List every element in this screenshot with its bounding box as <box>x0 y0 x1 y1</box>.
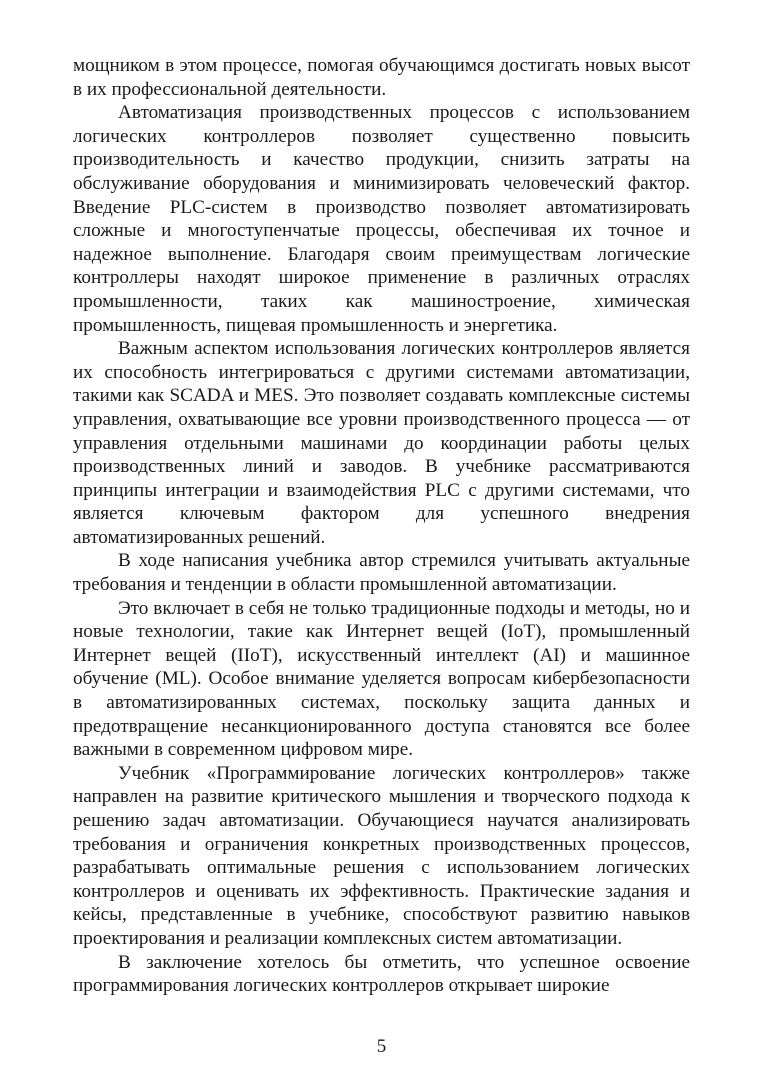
paragraph-automation: Автоматизация производственных процессов с использованием логических контроллеров позволяет существенно повысить производительность и качество продукции, снизить затраты на обслуживание оборудования и минимизировать человеческий фактор. Введение PLC-систем в производство позволяет автоматизировать сложные и многоступенчатые процессы, обеспечивая их точное и надежное выполнение. Благодаря своим преимуществам логические контроллеры находят широкое применение в различных отраслях промышленности, таких как машиностроение, химическая промышленность, пищевая промышленность и энергетика. <box>73 102 690 336</box>
paragraph-technologies: Это включает в себя не только традиционные подходы и методы, но и новые технологии, такие как Интернет вещей (IoT), промышленный Интернет вещей (IIoT), искусственный интеллект (AI) и машинное обучение (ML). Особое внимание уделяется вопросам кибербезопасности в автоматизированных системах, поскольку защита данных и предотвращение несанкционированного доступа становятся все более важными в современном цифровом мире. <box>73 597 690 761</box>
page-number: 5 <box>376 1036 387 1057</box>
body-text <box>73 54 690 998</box>
paragraph-continuation: мощником в этом процессе, помогая обучающимся достигать новых высот в их профессиональной деятельности. <box>73 55 690 100</box>
paragraph-textbook: Учебник «Программирование логических контроллеров» также направлен на развитие критического мышления и творческого подхода к решению задач автоматизации. Обучающиеся научатся анализировать требования и ограничения конкретных производственных процессов, разрабатывать оптимальные решения с использованием логических контроллеров и оценивать их эффективность. Практические задания и кейсы, представленные в учебнике, способствуют развитию навыков проектирования и реализации комплексных систем автоматизации. <box>73 762 690 949</box>
paragraph-trends: В ходе написания учебника автор стремился учитывать актуальные требования и тенденции в области промышленной автоматизации. <box>73 550 690 596</box>
paragraph-conclusion: В заключение хотелось бы отметить, что успешное освоение программирования логических контроллеров открывает широкие <box>73 951 690 997</box>
paragraph-integration: Важным аспектом использования логических контроллеров является их способность интегрироваться с другими системами автоматизации, такими как SCADA и MES. Это позволяет создавать комплексные системы управления, охватывающие все уровни производственного процесса — от управления отдельными машинами до координации работы целых производственных линий и заводов. В учебнике рассматриваются принципы интеграции и взаимодействия PLC с другими системами, что является ключевым фактором для успешного внедрения автоматизированных решений. <box>73 338 690 548</box>
